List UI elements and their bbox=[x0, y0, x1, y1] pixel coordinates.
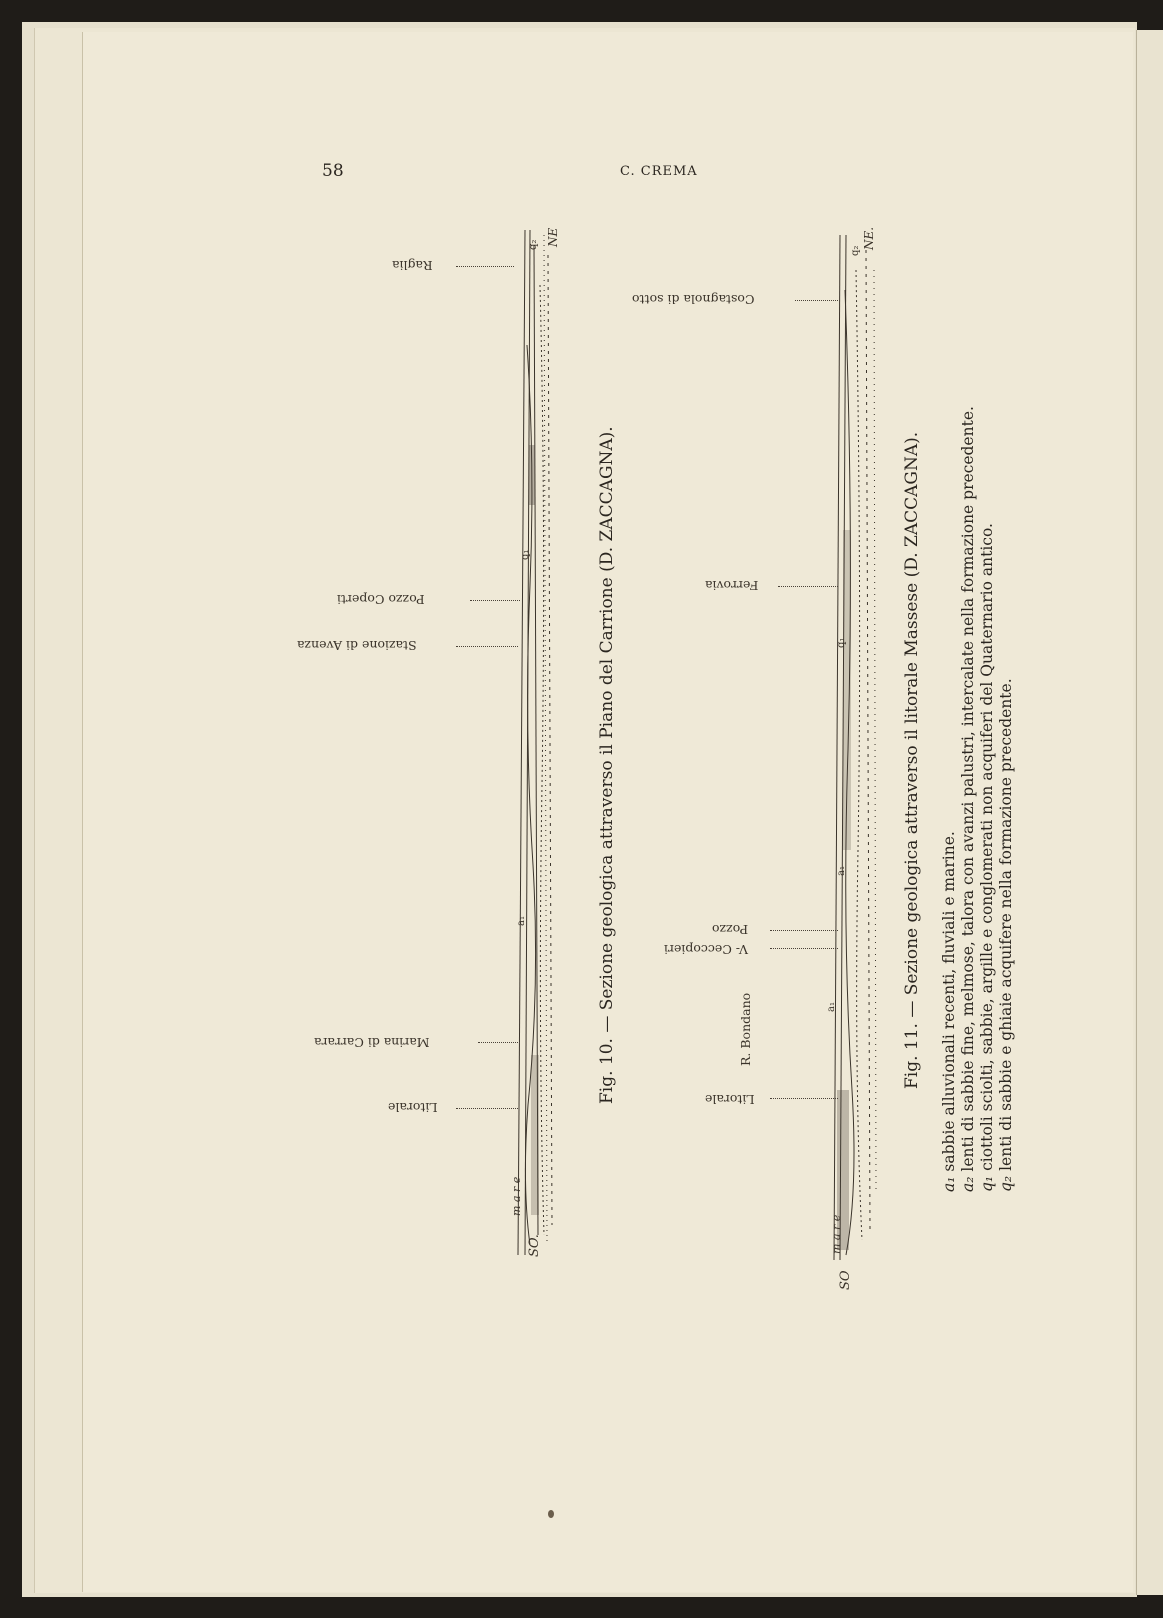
fig10-label-litorale: Litorale bbox=[388, 1100, 438, 1115]
fig10-leader-raglia bbox=[456, 266, 514, 267]
fig11-left-end: SO bbox=[838, 1270, 853, 1290]
fig10-label-marina-carrara: Marina di Carrara bbox=[314, 1035, 430, 1050]
fig11-leader-pozzo bbox=[770, 930, 838, 931]
fig11-marker-a1: a₁ bbox=[836, 866, 847, 876]
fig11-sea-label: m a r e bbox=[830, 1214, 843, 1254]
legend-row bbox=[978, 372, 997, 1192]
fig10-right-end: NE bbox=[546, 227, 560, 247]
legend-symbol: a₁ bbox=[940, 1176, 958, 1192]
fig11-section-drawing bbox=[820, 230, 890, 1270]
fig10-left-end: SO. bbox=[527, 1234, 542, 1257]
legend-text: sabbie alluvionali recenti, fluviali e marine. bbox=[940, 831, 958, 1172]
fig10-marker-q1: q₁ bbox=[520, 549, 531, 560]
fig11-leader-ceccopieri bbox=[770, 948, 838, 949]
fig11-marker-q2: q₂ bbox=[850, 245, 861, 256]
fig10-leader-pozzo-coperti bbox=[470, 600, 520, 601]
legend-row bbox=[940, 372, 959, 1192]
next-page-edge bbox=[1136, 30, 1163, 1595]
legend-text: lenti di sabbie fine, melmose, talora con avanzi palustri, intercalate nella formazione precedente. bbox=[959, 406, 977, 1172]
fig11-marker-a1-b: a₁ bbox=[826, 1002, 837, 1012]
fig10-leader-stazione bbox=[456, 646, 518, 647]
fig11-label-litorale: Litorale bbox=[705, 1092, 755, 1107]
fig11-marker-q1: q₁ bbox=[836, 637, 847, 648]
fig11-label-costagnola: Costagnola di sotto bbox=[632, 292, 755, 307]
fig10-leader-marina bbox=[478, 1042, 520, 1043]
fig11-label-ferrovia: Ferrovia bbox=[705, 578, 759, 593]
fig11-leader-costagnola bbox=[795, 300, 840, 301]
fig10-label-stazione-avenza: Stazione di Avenza bbox=[297, 638, 417, 653]
fig11-leader-ferrovia bbox=[778, 586, 838, 587]
fig10-marker-a1: a₁ bbox=[516, 916, 527, 926]
fig10-leader-litorale bbox=[456, 1108, 518, 1109]
legend-text: ciottoli sciolti, sabbie, argille e conglomerati non acquiferi del Quaternario antico. bbox=[978, 523, 996, 1171]
fig10-caption: Fig. 10. — Sezione geologica attraverso il Piano del Carrione (D. ZACCAGNA). bbox=[597, 426, 617, 1104]
fig11-leader-litorale bbox=[770, 1098, 838, 1099]
legend-symbol: q₂ bbox=[997, 1175, 1015, 1192]
fig11-caption: Fig. 11. — Sezione geologica attraverso il litorale Massese (D. ZACCAGNA). bbox=[902, 431, 922, 1089]
fig10-sea-label: m a r e bbox=[510, 1176, 523, 1216]
running-head: C. CREMA bbox=[620, 164, 698, 179]
legend-symbol: a₂ bbox=[959, 1176, 977, 1192]
fig10-marker-q2: q₂ bbox=[528, 239, 539, 250]
fig11-label-r-bondano: R. Bondano bbox=[738, 992, 753, 1066]
legend-symbol: q₁ bbox=[978, 1175, 996, 1192]
page-number: 58 bbox=[322, 161, 344, 181]
fig11-label-pozzo: Pozzo bbox=[712, 922, 749, 937]
fig11-right-end: NE. bbox=[862, 226, 876, 250]
legend-row bbox=[997, 372, 1016, 1192]
fig10-label-pozzo-coperti: Pozzo Coperti bbox=[337, 592, 425, 607]
fig10-label-raglia: Ragliа bbox=[392, 258, 433, 273]
ink-speck bbox=[548, 1510, 554, 1518]
fig11-label-ceccopieri: V- Ceccopieri bbox=[664, 942, 748, 957]
fig10-section-drawing bbox=[500, 225, 570, 1265]
legend-row bbox=[959, 372, 978, 1192]
legend-text: lenti di sabbie e ghiaie acquifere nella formazione precedente. bbox=[997, 678, 1015, 1171]
fig11-legend bbox=[940, 372, 1016, 1192]
